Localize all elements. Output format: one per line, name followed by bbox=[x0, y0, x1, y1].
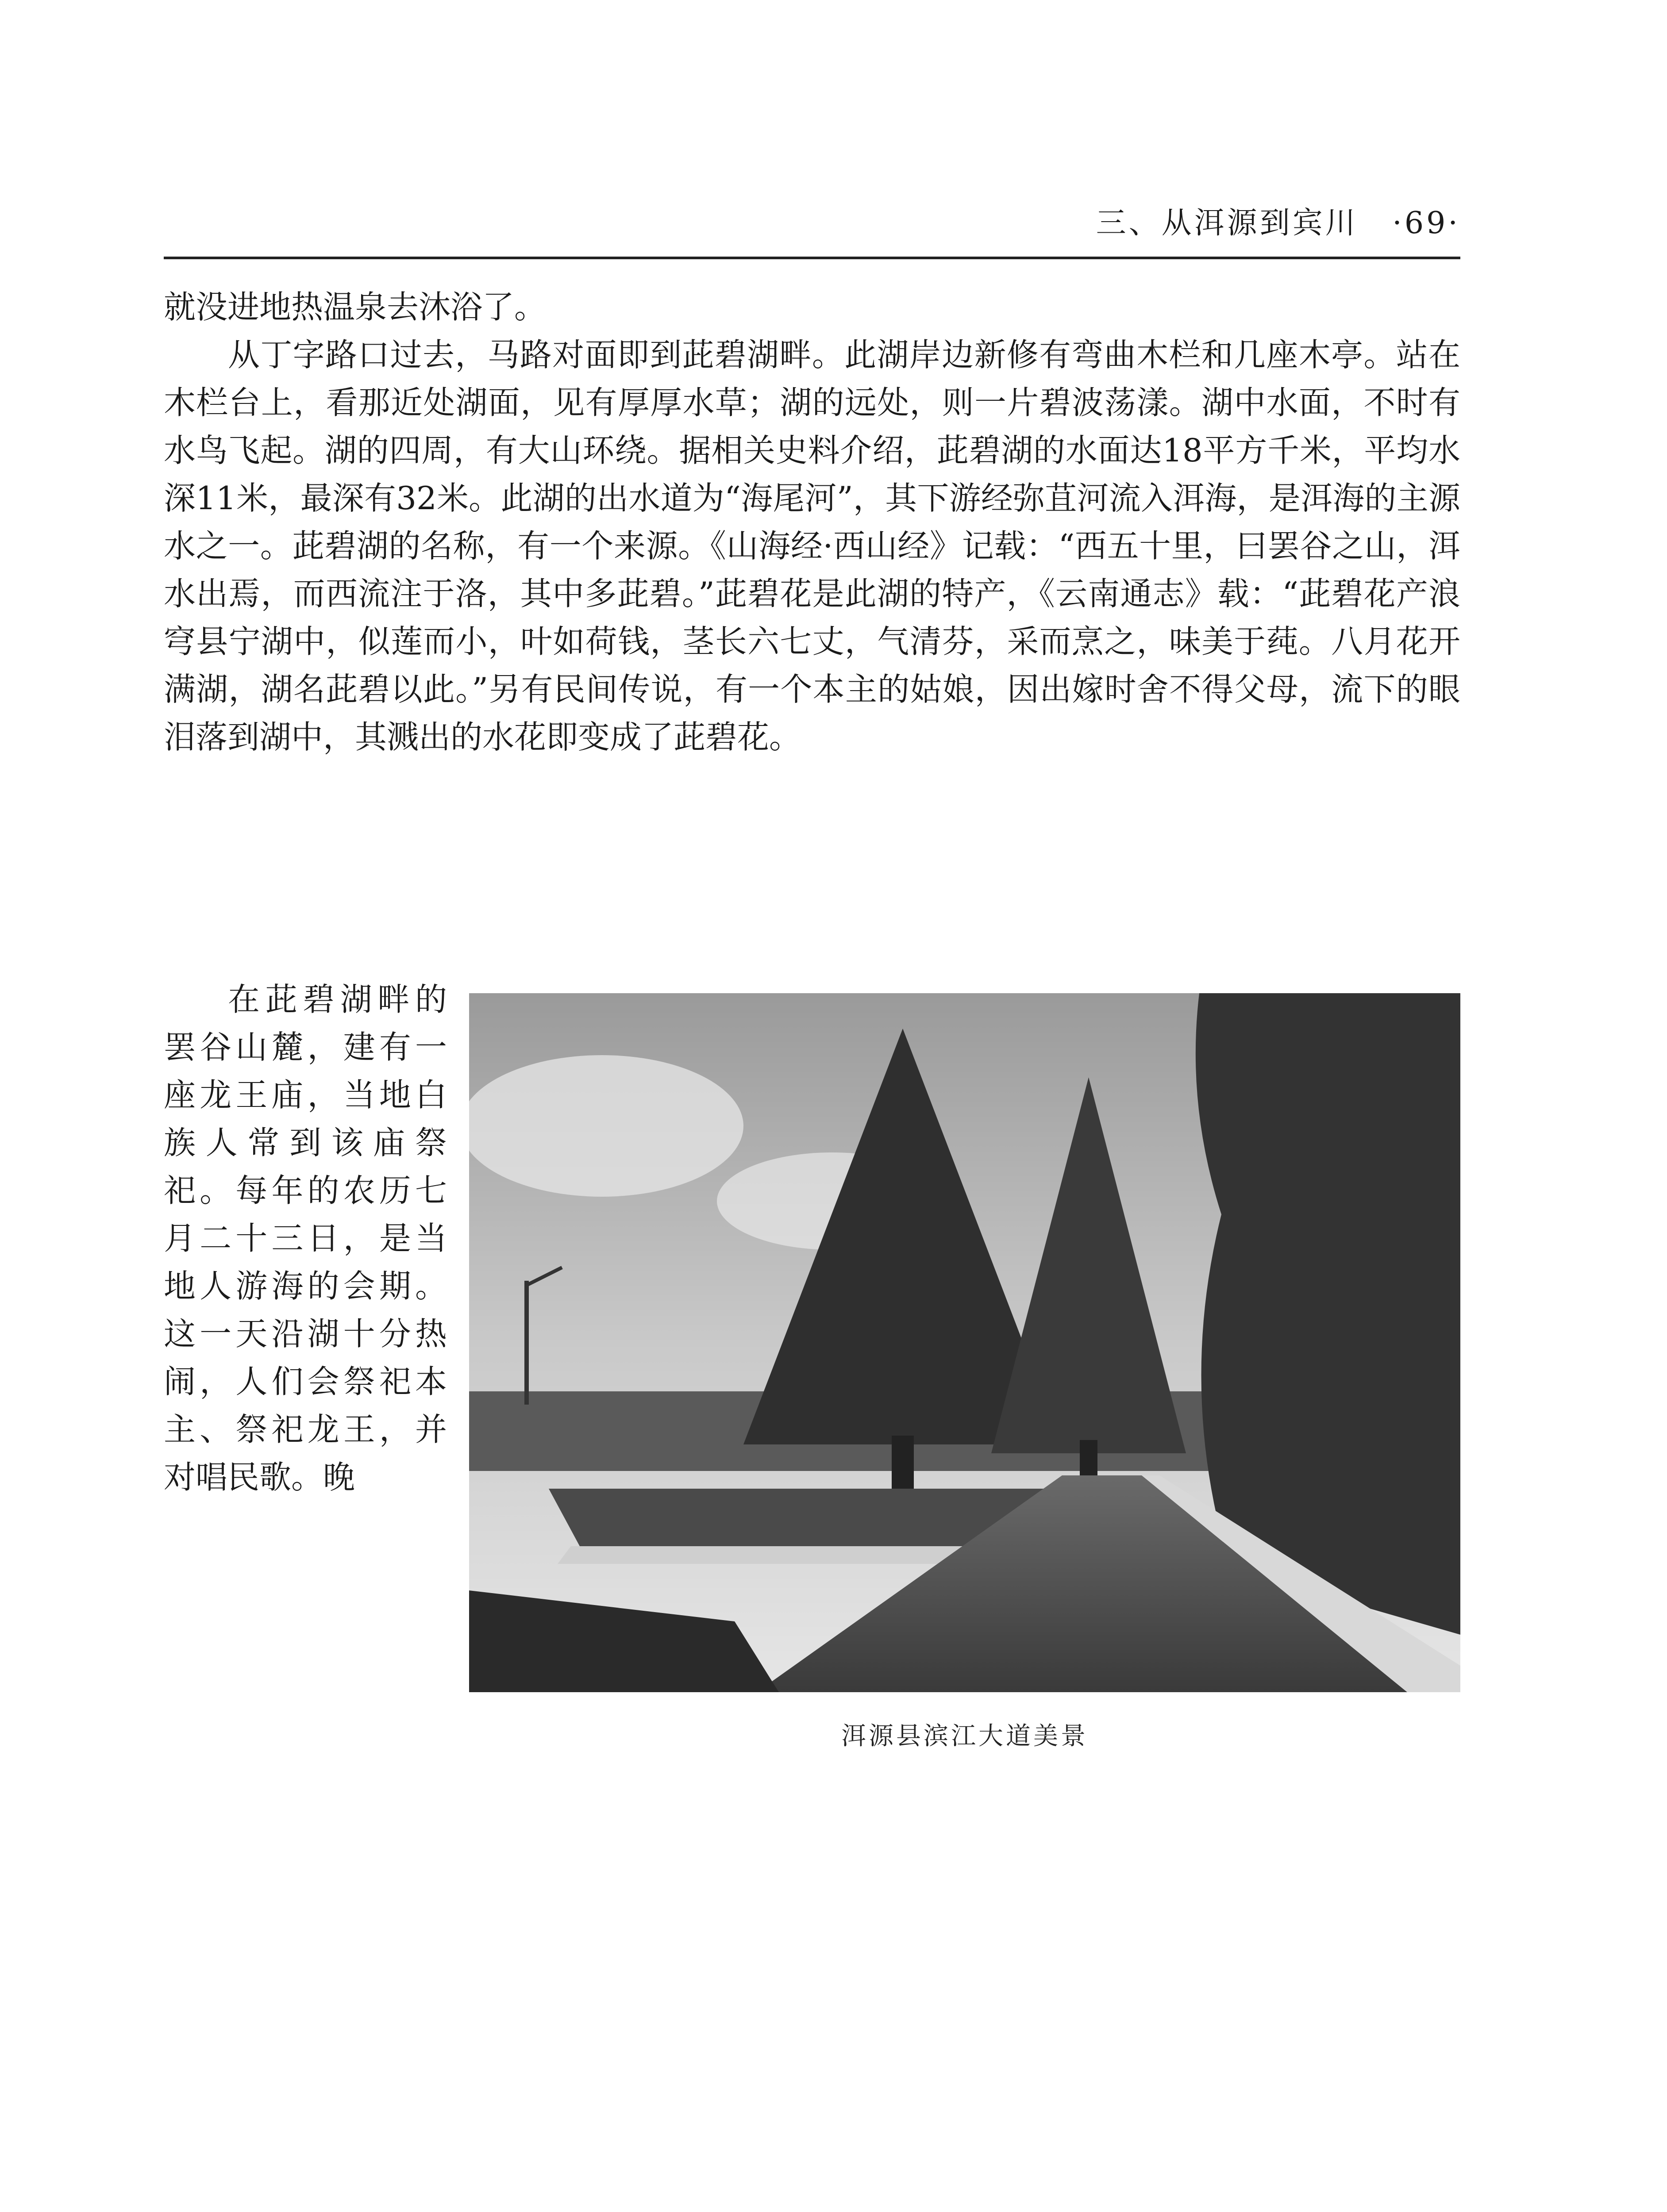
text-block-top bbox=[164, 283, 1460, 761]
paragraph-festival-side: 在茈碧湖畔的罢谷山麓，建有一座龙王庙，当地白族人常到该庙祭祀。每年的农历七月二十三日，是当地人游海的会期。这一天沿湖十分热闹，人们会祭祀本主、祭祀龙王，并对唱民歌。晚 bbox=[164, 981, 447, 1496]
header-rule bbox=[164, 257, 1460, 259]
cloud bbox=[469, 1055, 743, 1197]
running-head bbox=[164, 199, 1460, 248]
figure-caption: 洱源县滨江大道美景 bbox=[841, 1722, 1088, 1751]
page-number: ·69· bbox=[1392, 206, 1460, 241]
street-photo bbox=[469, 993, 1460, 1692]
running-title: 三、从洱源到宾川 bbox=[1096, 206, 1358, 241]
paragraph-lake: 从丁字路口过去，马路对面即到茈碧湖畔。此湖岸边新修有弯曲木栏和几座木亭。站在木栏台上，看那近处湖面，见有厚厚水草；湖的远处，则一片碧波荡漾。湖中水面，不时有水鸟飞起。湖的四周，有大山环绕。据相关史料介绍，茈碧湖的水面达18平方千米，平均水深11米，最深有32米。此湖的出水道为“海尾河”，其下游经弥苴河流入洱海，是洱海的主源水之一。茈碧湖的名称，有一个来源。《山海经·西山经》记载：“西五十里，曰罢谷之山，洱水出焉，而西流注于洛，其中多茈碧。”茈碧花是此湖的特产，《云南通志》载：“茈碧花产浪穹县宁湖中，似莲而小，叶如荷钱，茎长六七丈，气清芬，采而烹之，味美于莼。八月花开满湖，湖名茈碧以此。”另有民间传说，有一个本主的姑娘，因出嫁时舍不得父母，流下的眼泪落到湖中，其溅出的水花即变成了茈碧花。 bbox=[164, 336, 1460, 756]
side-text bbox=[164, 975, 447, 1501]
paragraph-continued: 就没进地热温泉去沐浴了。 bbox=[164, 288, 547, 326]
